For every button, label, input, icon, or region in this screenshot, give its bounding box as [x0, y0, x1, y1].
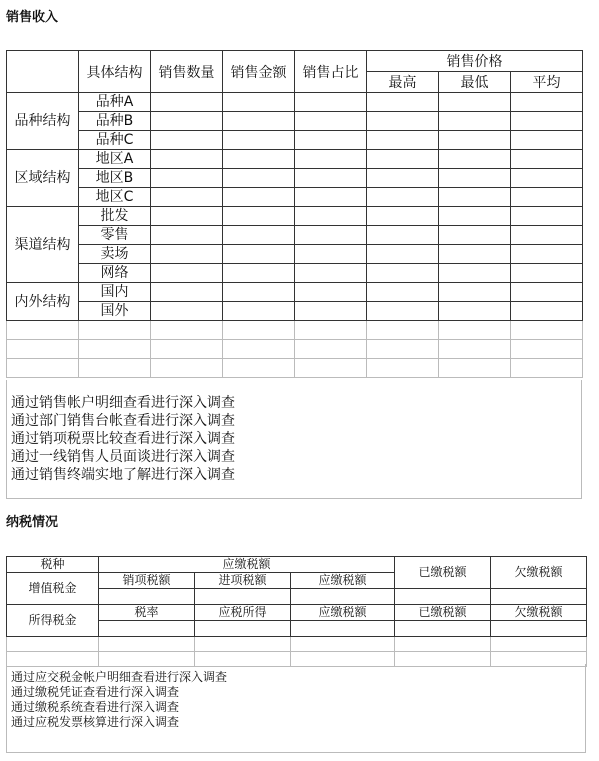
sales-note: 通过销售终端实地了解进行深入调查: [11, 467, 235, 483]
data-cell: [295, 226, 367, 245]
data-cell: [439, 112, 511, 131]
empty-cell: [367, 321, 439, 340]
group-label: 内外结构: [7, 283, 79, 321]
data-cell: [367, 150, 439, 169]
tax-note: 通过应交税金帐户明细查看进行深入调查: [11, 670, 228, 684]
data-cell: [295, 302, 367, 321]
data-cell: [511, 150, 583, 169]
data-cell: [439, 131, 511, 150]
data-cell: [223, 226, 295, 245]
data-cell: [295, 264, 367, 283]
data-cell: [151, 283, 223, 302]
tax-note: 通过缴税凭证查看进行深入调查: [11, 685, 180, 699]
tax-note: 通过应税发票核算进行深入调查: [11, 715, 180, 729]
data-cell: [223, 264, 295, 283]
data-cell: [439, 245, 511, 264]
tax-table: [6, 556, 587, 667]
data-cell: [439, 169, 511, 188]
header-tax-type: 税种: [7, 557, 99, 573]
sales-table: [6, 50, 583, 378]
vat-sub-payable: 应缴税额: [291, 573, 395, 589]
empty-cell: [511, 359, 583, 378]
data-cell: [295, 150, 367, 169]
income-sub-payable: 应缴税额: [291, 605, 395, 621]
data-cell: [511, 245, 583, 264]
empty-cell: [367, 340, 439, 359]
sales-notes: [6, 380, 582, 499]
sales-note: 通过销售帐户明细查看进行深入调查: [11, 395, 235, 411]
data-cell: [511, 283, 583, 302]
vat-sub-output: 销项税额: [99, 573, 195, 589]
empty-cell: [7, 321, 79, 340]
vat-sub-input: 进项税额: [195, 573, 291, 589]
header-payable: 应缴税额: [99, 557, 395, 573]
data-cell: [439, 264, 511, 283]
data-cell: [511, 188, 583, 207]
data-cell: [367, 245, 439, 264]
tax-note: 通过缴税系统查看进行深入调查: [11, 700, 180, 714]
data-cell: [151, 264, 223, 283]
data-cell: [511, 169, 583, 188]
data-cell: [151, 150, 223, 169]
item-label: 品种A: [79, 93, 151, 112]
data-cell: [223, 283, 295, 302]
data-cell: [367, 169, 439, 188]
header-price-high: 最高: [367, 72, 439, 93]
data-cell: [151, 112, 223, 131]
empty-cell: [7, 637, 99, 652]
sales-note: 通过部门销售台帐查看进行深入调查: [11, 413, 235, 429]
empty-cell: [295, 340, 367, 359]
data-cell: [99, 589, 195, 605]
data-cell: [367, 131, 439, 150]
sales-note: 通过销项税票比较查看进行深入调查: [11, 431, 235, 447]
data-cell: [511, 93, 583, 112]
tax-section-title: 纳税情况: [6, 515, 59, 530]
data-cell: [151, 302, 223, 321]
header-blank-cell: [7, 51, 79, 93]
empty-cell: [439, 340, 511, 359]
data-cell: [295, 131, 367, 150]
empty-cell: [99, 637, 195, 652]
header-qty: 销售数量: [151, 51, 223, 93]
data-cell: [367, 283, 439, 302]
data-cell: [223, 131, 295, 150]
empty-cell: [367, 359, 439, 378]
data-cell: [151, 131, 223, 150]
empty-cell: [223, 340, 295, 359]
data-cell: [223, 150, 295, 169]
data-cell: [395, 621, 491, 637]
item-label: 地区C: [79, 188, 151, 207]
data-cell: [511, 207, 583, 226]
data-cell: [295, 112, 367, 131]
item-label: 地区B: [79, 169, 151, 188]
data-cell: [367, 93, 439, 112]
data-cell: [151, 207, 223, 226]
data-cell: [295, 283, 367, 302]
income-sub-rate: 税率: [99, 605, 195, 621]
data-cell: [395, 589, 491, 605]
header-price-low: 最低: [439, 72, 511, 93]
data-cell: [511, 264, 583, 283]
data-cell: [439, 302, 511, 321]
data-cell: [195, 589, 291, 605]
data-cell: [511, 302, 583, 321]
group-label: 区域结构: [7, 150, 79, 207]
header-share: 销售占比: [295, 51, 367, 93]
data-cell: [223, 112, 295, 131]
empty-cell: [195, 637, 291, 652]
empty-cell: [511, 321, 583, 340]
item-label: 批发: [79, 207, 151, 226]
header-price-avg: 平均: [511, 72, 583, 93]
income-sub-owed: 欠缴税额: [491, 605, 587, 621]
data-cell: [151, 169, 223, 188]
data-cell: [223, 245, 295, 264]
data-cell: [511, 131, 583, 150]
data-cell: [195, 621, 291, 637]
empty-cell: [223, 321, 295, 340]
header-structure: 具体结构: [79, 51, 151, 93]
item-label: 地区A: [79, 150, 151, 169]
data-cell: [439, 188, 511, 207]
data-cell: [223, 169, 295, 188]
data-cell: [295, 245, 367, 264]
vat-label: 增值税金: [7, 573, 99, 605]
data-cell: [291, 621, 395, 637]
empty-cell: [511, 340, 583, 359]
data-cell: [295, 207, 367, 226]
data-cell: [491, 621, 587, 637]
empty-cell: [79, 321, 151, 340]
data-cell: [439, 207, 511, 226]
data-cell: [367, 302, 439, 321]
data-cell: [367, 207, 439, 226]
data-cell: [151, 188, 223, 207]
empty-cell: [79, 359, 151, 378]
data-cell: [291, 589, 395, 605]
data-cell: [295, 169, 367, 188]
data-cell: [367, 112, 439, 131]
data-cell: [151, 245, 223, 264]
data-cell: [511, 226, 583, 245]
data-cell: [151, 93, 223, 112]
empty-cell: [439, 359, 511, 378]
header-price: 销售价格: [367, 51, 583, 72]
tax-notes: [6, 664, 586, 753]
header-owed: 欠缴税额: [491, 557, 587, 589]
data-cell: [367, 226, 439, 245]
data-cell: [223, 93, 295, 112]
empty-cell: [439, 321, 511, 340]
item-label: 零售: [79, 226, 151, 245]
data-cell: [151, 226, 223, 245]
data-cell: [491, 589, 587, 605]
group-label: 渠道结构: [7, 207, 79, 283]
item-label: 网络: [79, 264, 151, 283]
data-cell: [439, 150, 511, 169]
item-label: 国内: [79, 283, 151, 302]
sales-section-title: 销售收入: [6, 10, 59, 25]
income-sub-paid: 已缴税额: [395, 605, 491, 621]
data-cell: [367, 264, 439, 283]
income-sub-taxable: 应税所得: [195, 605, 291, 621]
empty-cell: [7, 359, 79, 378]
data-cell: [439, 93, 511, 112]
empty-cell: [491, 637, 587, 652]
data-cell: [99, 621, 195, 637]
empty-cell: [395, 637, 491, 652]
item-label: 品种B: [79, 112, 151, 131]
empty-cell: [223, 359, 295, 378]
data-cell: [367, 188, 439, 207]
item-label: 卖场: [79, 245, 151, 264]
data-cell: [511, 112, 583, 131]
empty-cell: [151, 359, 223, 378]
empty-cell: [151, 321, 223, 340]
data-cell: [295, 188, 367, 207]
header-amount: 销售金额: [223, 51, 295, 93]
empty-cell: [7, 340, 79, 359]
data-cell: [439, 283, 511, 302]
header-paid: 已缴税额: [395, 557, 491, 589]
item-label: 品种C: [79, 131, 151, 150]
data-cell: [295, 93, 367, 112]
empty-cell: [295, 359, 367, 378]
data-cell: [223, 302, 295, 321]
item-label: 国外: [79, 302, 151, 321]
data-cell: [439, 226, 511, 245]
group-label: 品种结构: [7, 93, 79, 150]
empty-cell: [295, 321, 367, 340]
income-tax-label: 所得税金: [7, 605, 99, 637]
empty-cell: [151, 340, 223, 359]
data-cell: [223, 188, 295, 207]
data-cell: [223, 207, 295, 226]
empty-cell: [79, 340, 151, 359]
sales-note: 通过一线销售人员面谈进行深入调查: [11, 449, 235, 465]
empty-cell: [291, 637, 395, 652]
